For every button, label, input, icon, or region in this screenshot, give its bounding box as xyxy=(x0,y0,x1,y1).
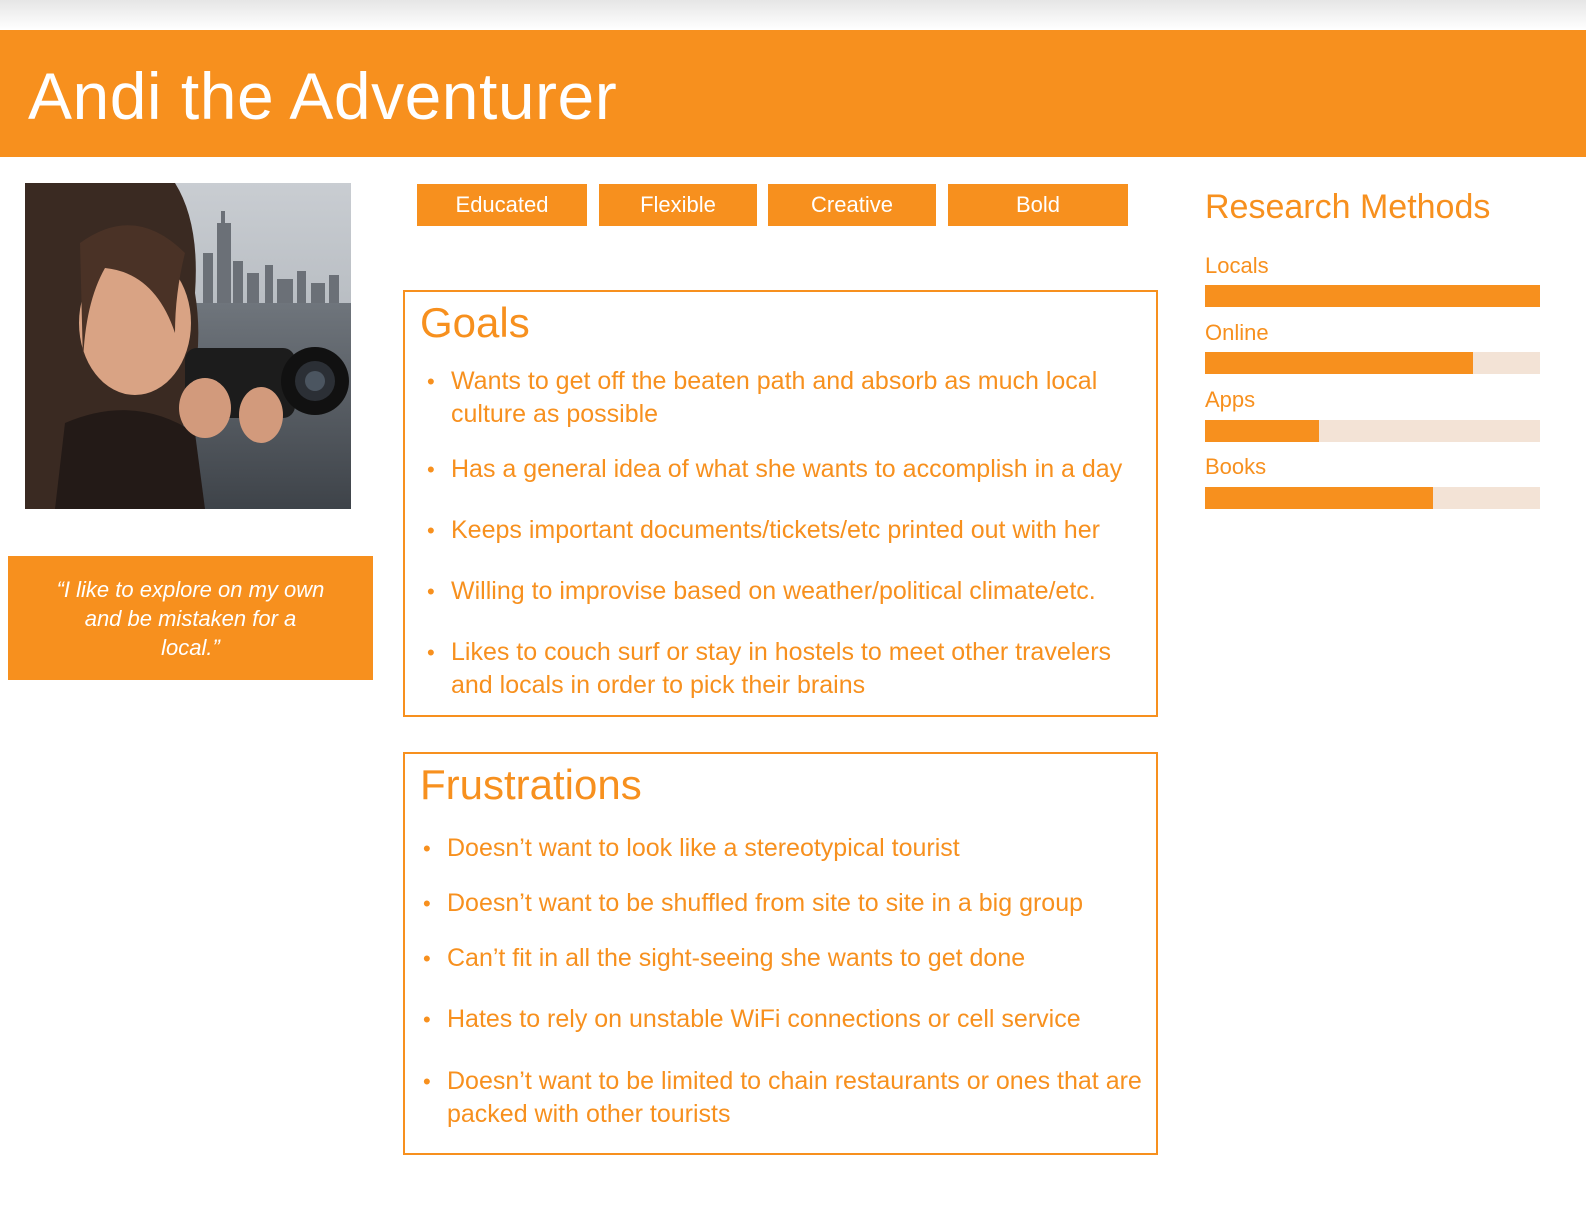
frustration-item: • Doesn’t want to be shuffled from site to site in a big group xyxy=(423,887,1147,920)
trait-tag: Bold xyxy=(948,184,1128,226)
photo-illustration xyxy=(25,183,351,509)
frustration-item: • Can’t fit in all the sight-seeing she wants to get done xyxy=(423,942,1147,975)
research-label-online: Online xyxy=(1205,320,1269,345)
persona-header xyxy=(0,30,1586,157)
top-fade xyxy=(0,0,1586,30)
trait-tag: Creative xyxy=(768,184,936,226)
research-title: Research Methods xyxy=(1205,188,1491,226)
frustrations-panel xyxy=(403,752,1158,1155)
persona-name: Andi the Adventurer xyxy=(28,59,618,133)
frustration-item: • Hates to rely on unstable WiFi connections or cell service xyxy=(423,1003,1147,1036)
research-label-locals: Locals xyxy=(1205,253,1269,278)
research-bar-fill xyxy=(1205,352,1473,374)
research-bar-fill xyxy=(1205,420,1319,442)
goal-item: • Willing to improvise based on weather/political climate/etc. xyxy=(427,575,1151,608)
research-label-apps: Apps xyxy=(1205,387,1256,412)
research-bar-locals xyxy=(1205,285,1540,307)
goals-title: Goals xyxy=(420,299,530,346)
research-bar-books xyxy=(1205,487,1540,509)
research-bar-fill xyxy=(1205,285,1540,307)
goal-item: • Likes to couch surf or stay in hostels to meet other travelers and locals in order to pick their brains xyxy=(427,636,1151,702)
research-bar-online xyxy=(1205,352,1540,374)
research-bar-apps xyxy=(1205,420,1540,442)
frustrations-title: Frustrations xyxy=(420,761,642,808)
frustration-item: • Doesn’t want to be limited to chain restaurants or ones that are packed with other tourists xyxy=(423,1065,1147,1131)
research-label-books: Books xyxy=(1205,454,1267,479)
goal-item: • Has a general idea of what she wants to accomplish in a day xyxy=(427,453,1151,486)
goal-item: • Wants to get off the beaten path and absorb as much local culture as possible xyxy=(427,365,1151,431)
goals-panel xyxy=(403,290,1158,717)
persona-quote-box xyxy=(8,556,373,680)
persona-photo xyxy=(25,183,351,509)
goal-item: • Keeps important documents/tickets/etc printed out with her xyxy=(427,514,1151,547)
trait-tag: Flexible xyxy=(599,184,757,226)
frustration-item: • Doesn’t want to look like a stereotypical tourist xyxy=(423,832,1147,865)
research-bar-fill xyxy=(1205,487,1433,509)
persona-quote: “I like to explore on my own and be mistaken for a local.” xyxy=(56,576,325,660)
trait-tag: Educated xyxy=(417,184,587,226)
